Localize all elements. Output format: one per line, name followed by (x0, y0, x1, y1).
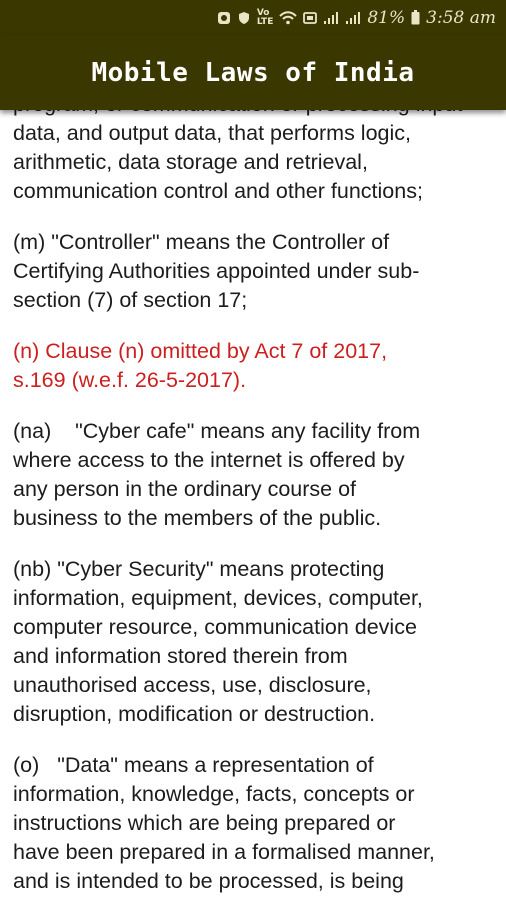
battery-icon (411, 10, 420, 25)
text-line: have been prepared in a formalised manner, (13, 840, 435, 864)
text-line: where access to the internet is offered by (13, 448, 405, 472)
cast-icon (303, 11, 317, 25)
text-line: computer resource, communication device (13, 615, 417, 639)
app-title: Mobile Laws of India (91, 57, 415, 88)
wifi-icon (279, 11, 297, 25)
text-line: (o) "Data" means a representation of (13, 753, 374, 777)
text-line: instructions which are being prepared or (13, 811, 396, 835)
text-line: (m) "Controller" means the Controller of (13, 230, 390, 254)
status-time: 3:58 am (426, 7, 496, 28)
text-line: (nb) "Cyber Security" means protecting (13, 557, 385, 581)
app-bar (0, 35, 506, 110)
text-line: unauthorised access, use, disclosure, (13, 673, 372, 697)
text-line: Certifying Authorities appointed under sub- (13, 259, 420, 283)
text-line: disruption, modification or destruction. (13, 702, 376, 726)
text-line: information, equipment, devices, computer, (13, 586, 423, 610)
signal-icon-1 (323, 11, 339, 25)
text-line: information, knowledge, facts, concepts or (13, 782, 415, 806)
paragraph-o-data (13, 751, 493, 896)
text-line: and is intended to be processed, is being (13, 869, 404, 893)
battery-percent: 81% (367, 7, 406, 28)
text-line: communication control and other functions; (13, 179, 423, 203)
text-line: data, and output data, that performs logic, (13, 121, 412, 145)
text-line: (na) "Cyber cafe" means any facility from (13, 419, 421, 443)
text-line: (n) Clause (n) omitted by Act 7 of 2017, (13, 339, 388, 363)
status-bar (0, 0, 506, 35)
paragraph-n-omitted (13, 337, 493, 395)
text-line: and information stored therein from (13, 644, 348, 668)
paragraph-na-cyber-cafe (13, 417, 493, 533)
shield-icon (237, 11, 251, 25)
paragraph-nb-cyber-security (13, 555, 493, 729)
text-line: s.169 (w.e.f. 26-5-2017). (13, 368, 247, 392)
status-icons (217, 0, 496, 35)
law-content[interactable] (0, 110, 506, 900)
law-text-scroll (0, 90, 506, 918)
text-line: business to the members of the public. (13, 506, 382, 530)
text-line: any person in the ordinary course of (13, 477, 357, 501)
notification-icon (217, 11, 231, 25)
signal-icon-2 (345, 11, 361, 25)
paragraph-m-controller (13, 228, 493, 315)
volte-icon: Vo LTE (256, 7, 274, 27)
text-line: section (7) of section 17; (13, 288, 248, 312)
text-line: arithmetic, data storage and retrieval, (13, 150, 368, 174)
